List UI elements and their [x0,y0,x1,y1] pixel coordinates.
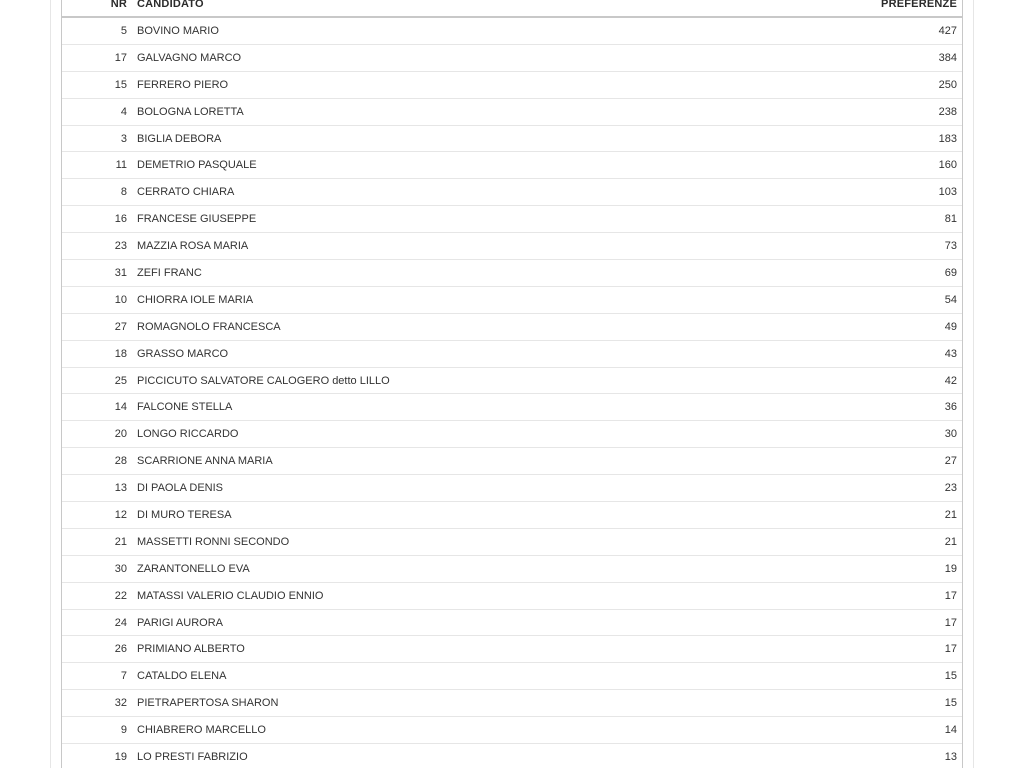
candidate-name: FERRERO PIERO [137,78,229,91]
table-row [62,368,962,395]
candidate-name: CHIABRERO MARCELLO [137,724,266,737]
candidate-name: PICCICUTO SALVATORE CALOGERO detto LILLO [137,374,390,387]
candidate-number: 5 [120,25,127,37]
candidate-preferences: 21 [944,509,957,522]
candidate-name: MASSETTI RONNI SECONDO [137,535,290,548]
candidate-number: 23 [114,240,127,253]
table-row [62,663,962,690]
header-nr[interactable]: NR [110,0,127,10]
candidate-number: 3 [120,132,127,145]
candidate-name: CHIORRA IOLE MARIA [137,293,254,306]
candidate-name: ZARANTONELLO EVA [137,562,250,575]
candidate-preferences: 81 [944,213,957,226]
table-row [62,690,962,717]
candidate-number: 9 [120,724,127,737]
candidate-name: BOVINO MARIO [137,25,219,37]
candidate-preferences: 238 [938,105,957,118]
candidate-preferences: 14 [944,724,957,737]
candidate-preferences: 13 [944,751,957,764]
table-header [62,0,962,18]
candidate-name: LONGO RICCARDO [137,428,239,441]
candidate-name: DI MURO TERESA [137,509,232,522]
candidate-preferences: 17 [944,589,957,602]
table-row [62,556,962,583]
candidate-preferences: 54 [944,293,957,306]
candidate-name: PIETRAPERTOSA SHARON [137,697,279,710]
candidate-number: 32 [114,697,127,710]
candidate-number: 10 [114,293,127,306]
candidate-preferences: 250 [938,78,957,91]
candidate-number: 19 [114,751,127,764]
table-row [62,610,962,637]
table-row [62,717,962,744]
header-candidate[interactable]: CANDIDATO [137,0,204,10]
candidate-number: 27 [114,320,127,333]
candidate-number: 25 [114,374,127,387]
candidate-preferences: 69 [944,267,957,280]
table-row [62,152,962,179]
table-row [62,475,962,502]
candidate-name: FRANCESE GIUSEPPE [137,213,257,226]
candidate-preferences: 42 [944,374,957,387]
table-row [62,529,962,556]
candidate-name: BOLOGNA LORETTA [137,105,244,118]
table-body [62,18,962,768]
table-row [62,126,962,153]
table-row [62,260,962,287]
candidate-preferences: 183 [938,132,957,145]
candidate-number: 16 [114,213,127,226]
candidate-number: 11 [115,159,127,172]
candidate-preferences: 160 [938,159,957,172]
candidate-preferences: 21 [944,535,957,548]
candidate-name: PARIGI AURORA [137,616,223,629]
candidate-preferences: 384 [938,51,957,64]
candidate-name: BIGLIA DEBORA [137,132,222,145]
candidate-preferences: 30 [944,428,957,441]
candidate-name: LO PRESTI FABRIZIO [137,751,248,764]
table-row [62,583,962,610]
candidate-number: 26 [114,643,127,656]
table-row [62,636,962,663]
candidate-number: 28 [114,455,127,468]
table-row [62,502,962,529]
table-row [62,341,962,368]
candidate-preferences: 15 [944,670,957,683]
candidate-preferences: 15 [944,697,957,710]
candidate-name: DEMETRIO PASQUALE [137,159,257,172]
table-row [62,18,962,45]
candidate-number: 13 [114,482,127,495]
candidate-number: 12 [114,509,127,522]
candidate-number: 15 [114,78,127,91]
candidate-number: 4 [120,105,127,118]
candidate-number: 31 [114,267,127,280]
table-row [62,99,962,126]
candidate-number: 22 [114,589,127,602]
table-row [62,45,962,72]
candidate-name: ROMAGNOLO FRANCESCA [137,320,281,333]
candidate-name: PRIMIANO ALBERTO [137,643,245,656]
table-row [62,744,962,768]
table-row [62,448,962,475]
candidate-name: CERRATO CHIARA [137,186,235,199]
candidate-number: 14 [114,401,127,414]
table-row [62,179,962,206]
candidate-preferences: 17 [944,643,957,656]
candidate-name: GALVAGNO MARCO [137,51,242,64]
candidate-number: 8 [120,186,127,199]
table-row [62,421,962,448]
candidate-preferences: 43 [944,347,957,360]
candidate-number: 20 [114,428,127,441]
table-row [62,206,962,233]
header-preferences[interactable]: PREFERENZE [881,0,957,10]
candidate-name: DI PAOLA DENIS [137,482,223,495]
candidate-preferences: 19 [944,562,957,575]
candidate-preferences: 103 [938,186,957,199]
candidate-number: 30 [114,562,127,575]
candidate-name: GRASSO MARCO [137,347,229,360]
table-row [62,314,962,341]
candidate-name: ZEFI FRANC [137,267,202,280]
candidate-preferences: 49 [944,320,957,333]
candidate-number: 7 [120,670,127,683]
candidate-name: SCARRIONE ANNA MARIA [137,455,273,468]
candidate-preferences: 23 [944,482,957,495]
candidate-name: FALCONE STELLA [137,401,233,414]
candidate-name: MATASSI VALERIO CLAUDIO ENNIO [137,589,324,602]
candidate-number: 21 [114,535,127,548]
results-table [61,0,963,768]
candidate-name: CATALDO ELENA [137,670,227,683]
table-row [62,72,962,99]
candidate-number: 24 [114,616,127,629]
candidate-preferences: 427 [938,25,957,37]
table-row [62,394,962,421]
candidate-preferences: 73 [944,240,957,253]
table-row [62,233,962,260]
candidate-name: MAZZIA ROSA MARIA [137,240,249,253]
table-row [62,287,962,314]
candidate-preferences: 36 [944,401,957,414]
candidate-number: 17 [114,51,127,64]
candidate-preferences: 17 [944,616,957,629]
candidate-number: 18 [114,347,127,360]
candidate-preferences: 27 [944,455,957,468]
